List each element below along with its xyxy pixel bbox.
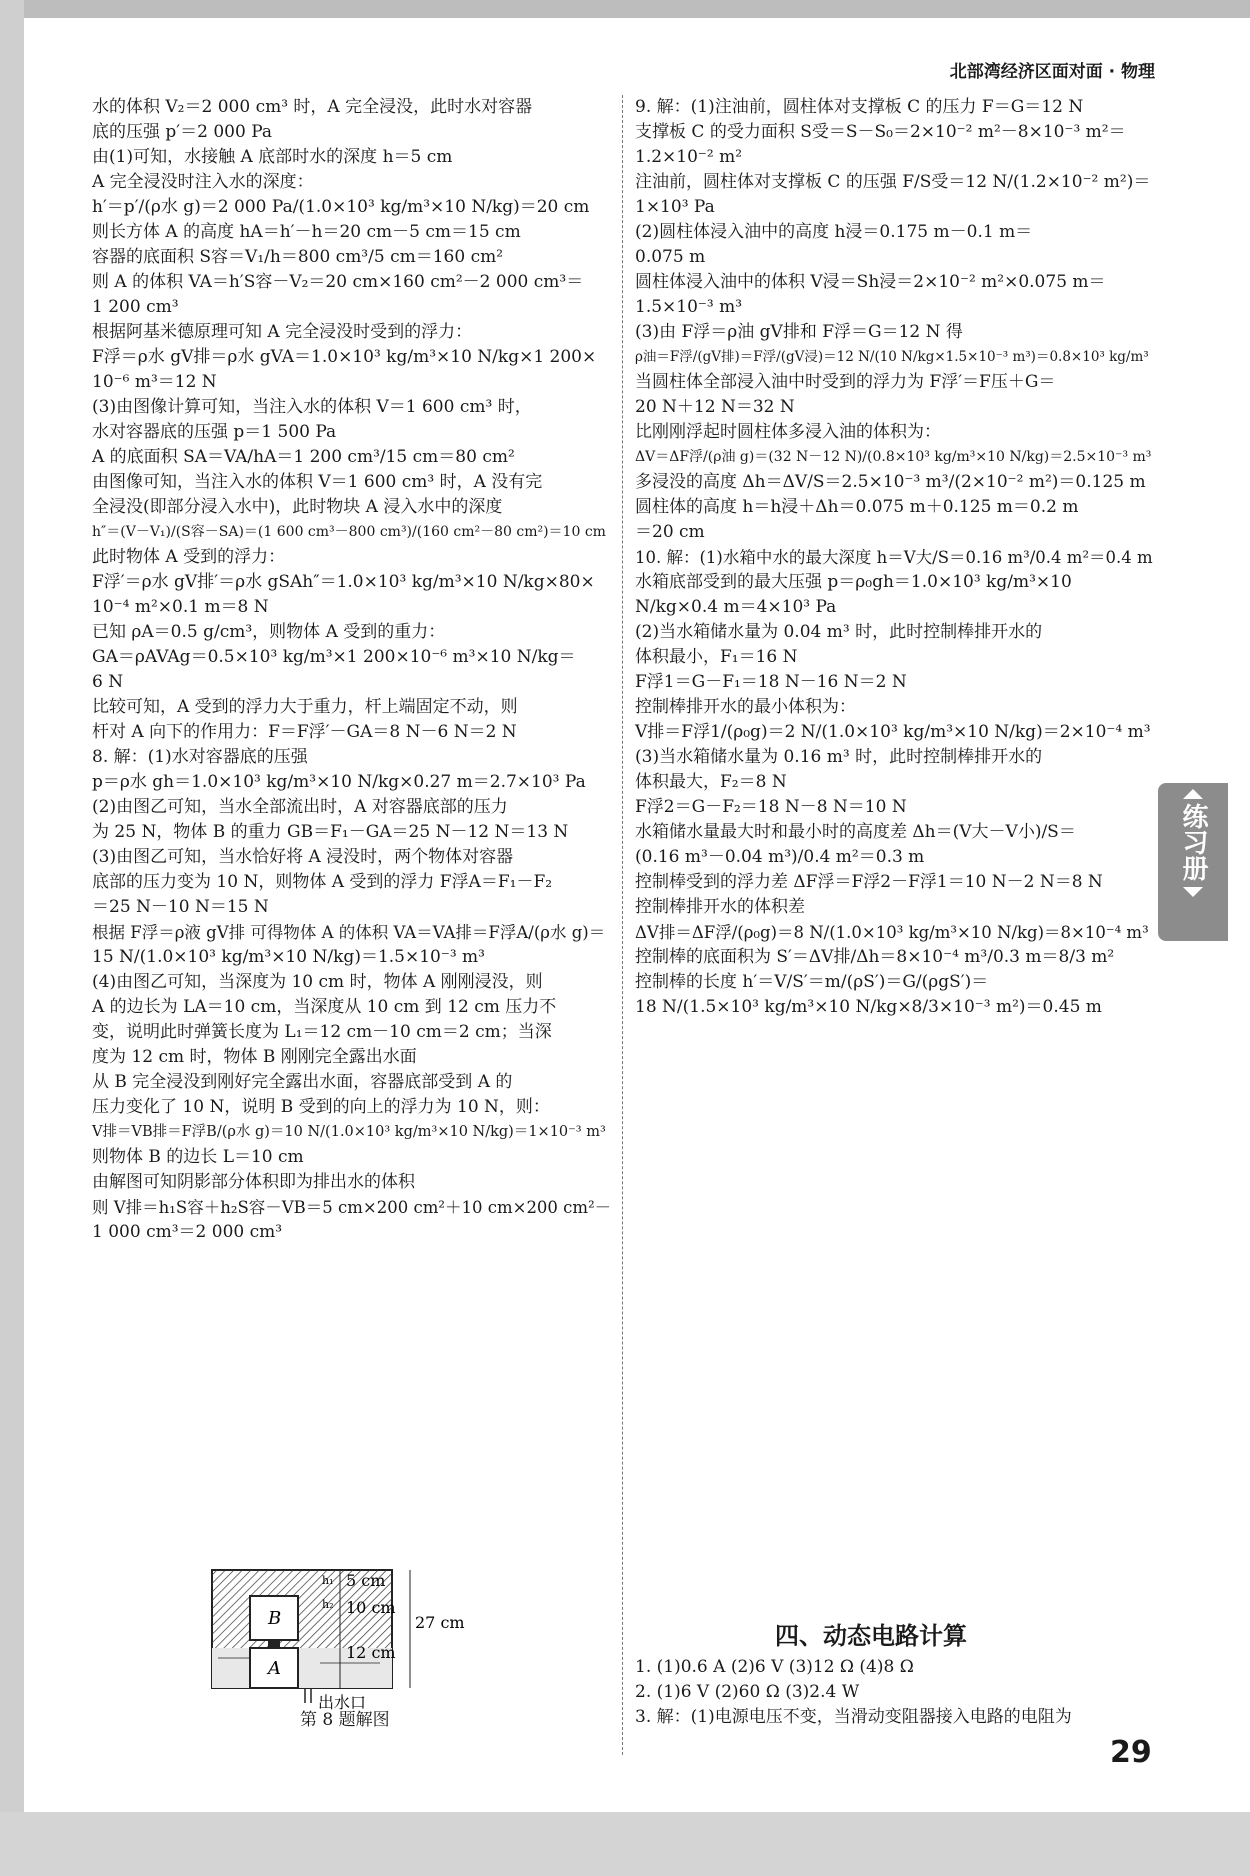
text-line: 0.075 m — [635, 247, 706, 267]
text-line: (2)由图乙可知，当水全部流出时，A 对容器底部的压力 — [92, 797, 508, 817]
text-line: (4)由图乙可知，当深度为 10 cm 时，物体 A 刚刚浸没，则 — [92, 972, 543, 992]
text-line: 8. 解：(1)水对容器底的压强 — [92, 747, 308, 767]
text-line: 圆柱体浸入油中的体积 V浸＝Sh浸＝2×10⁻² m²×0.075 m＝ — [635, 272, 1106, 292]
text-line: 注油前，圆柱体对支撑板 C 的压强 F/S受＝12 N/(1.2×10⁻² m²)＝ — [635, 172, 1151, 192]
text-line: GA＝ρAVAg＝0.5×10³ kg/m³×1 200×10⁻⁶ m³×10 N/kg＝ — [92, 647, 576, 667]
text-line: (3)由图像计算可知，当注入水的体积 V＝1 600 cm³ 时， — [92, 397, 532, 417]
text-line: 比较可知，A 受到的浮力大于重力，杆上端固定不动，则 — [92, 697, 518, 717]
text-line: F浮1＝G－F₁＝18 N－16 N＝2 N — [635, 672, 907, 692]
text-line: 2. (1)6 V (2)60 Ω (3)2.4 W — [635, 1682, 860, 1702]
text-line: p＝ρ水 gh＝1.0×10³ kg/m³×10 N/kg×0.27 m＝2.7×10³ Pa — [92, 772, 586, 792]
text-line: h″＝(V－V₁)/(S容－SA)＝(1 600 cm³－800 cm³)/(160 cm²－80 cm²)＝10 cm — [92, 524, 606, 540]
h1-label: h₁ — [322, 1574, 334, 1587]
text-line: (2)圆柱体浸入油中的高度 h浸＝0.175 m－0.1 m＝ — [635, 222, 1033, 242]
block-b-label: B — [268, 1608, 282, 1629]
text-line: 控制棒排开水的最小体积为： — [635, 697, 856, 717]
text-line: 控制棒排开水的体积差 — [635, 897, 805, 917]
text-line: (0.16 m³－0.04 m³)/0.4 m²＝0.3 m — [635, 847, 925, 867]
text-line: 由图像可知，当注入水的体积 V＝1 600 cm³ 时，A 没有完 — [92, 472, 543, 492]
text-line: 6 N — [92, 672, 124, 692]
outlet-label: 出水口 — [318, 1693, 367, 1712]
text-line: 底部的压力变为 10 N，则物体 A 受到的浮力 F浮A＝F₁－F₂ — [92, 872, 553, 892]
text-line: 体积最大，F₂＝8 N — [635, 772, 787, 792]
text-line: 水箱底部受到的最大压强 p＝ρ₀gh＝1.0×10³ kg/m³×10 — [635, 572, 1072, 592]
answer-list — [635, 1655, 1160, 1730]
left-border — [0, 0, 24, 1876]
h2-label: h₂ — [322, 1598, 334, 1611]
top-border — [0, 0, 1250, 18]
text-line: V排＝VB排＝F浮B/(ρ水 g)＝10 N/(1.0×10³ kg/m³×10 N/kg)＝1×10⁻³ m³ — [92, 1124, 606, 1140]
text-line: N/kg×0.4 m＝4×10³ Pa — [635, 597, 837, 617]
text-line: 多浸没的高度 Δh＝ΔV/S＝2.5×10⁻³ m³/(2×10⁻² m²)＝0.125 m — [635, 472, 1146, 492]
text-line: 18 N/(1.5×10³ kg/m³×10 N/kg×8/3×10⁻³ m²)＝0.45 m — [635, 997, 1102, 1017]
text-line: 则 V排＝h₁S容＋h₂S容－VB＝5 cm×200 cm²＋10 cm×200 cm²－ — [92, 1198, 612, 1217]
figure-caption: 第 8 题解图 — [300, 1710, 390, 1730]
text-line: 则物体 B 的边长 L＝10 cm — [92, 1147, 304, 1167]
text-line: A 的边长为 LA＝10 cm，当深度从 10 cm 到 12 cm 压力不 — [92, 997, 557, 1017]
text-line: 由(1)可知，水接触 A 底部时水的深度 h＝5 cm — [92, 147, 453, 167]
text-line: 杆对 A 向下的作用力：F＝F浮′－GA＝8 N－6 N＝2 N — [92, 722, 517, 742]
text-line: (3)当水箱储水量为 0.16 m³ 时，此时控制棒排开水的 — [635, 747, 1043, 767]
text-line: 3. 解：(1)电源电压不变，当滑动变阻器接入电路的电阻为 — [635, 1707, 1072, 1727]
page-header: 北部湾经济区面对面 · 物理 — [949, 62, 1155, 82]
chevron-down-icon — [1183, 887, 1203, 897]
text-line: (2)当水箱储水量为 0.04 m³ 时，此时控制棒排开水的 — [635, 622, 1043, 642]
text-line: 1.2×10⁻² m² — [635, 147, 743, 167]
text-line: h′＝p′/(ρ水 g)＝2 000 Pa/(1.0×10³ kg/m³×10 N/kg)＝20 cm — [92, 197, 590, 217]
text-line: 由解图可知阴影部分体积即为排出水的体积 — [92, 1172, 415, 1192]
text-line: 10. 解：(1)水箱中水的最大深度 h＝V大/S＝0.16 m³/0.4 m²＝0.4 m — [635, 548, 1153, 567]
text-line: 控制棒的底面积为 S′＝ΔV排/Δh＝8×10⁻⁴ m³/0.3 m＝8/3 m² — [635, 947, 1115, 967]
text-line: 则 A 的体积 VA＝h′S容－V₂＝20 cm×160 cm²－2 000 cm³＝ — [92, 272, 584, 292]
text-line: 控制棒受到的浮力差 ΔF浮＝F浮2－F浮1＝10 N－2 N＝8 N — [635, 872, 1103, 892]
text-line: 10⁻⁶ m³＝12 N — [92, 372, 217, 392]
text-line: 1×10³ Pa — [635, 197, 715, 217]
text-line: 底的压强 p′＝2 000 Pa — [92, 122, 273, 142]
text-line: A 的底面积 SA＝VA/hA＝1 200 cm³/15 cm＝80 cm² — [92, 447, 515, 467]
text-line: 20 N＋12 N＝32 N — [635, 397, 795, 417]
text-line: 1 000 cm³＝2 000 cm³ — [92, 1222, 283, 1242]
text-line: ΔV＝ΔF浮/(ρ油 g)＝(32 N－12 N)/(0.8×10³ kg/m³×10 N/kg)＝2.5×10⁻³ m³ — [635, 449, 1152, 465]
text-line: ＝25 N－10 N＝15 N — [92, 897, 269, 917]
text-line: A 完全浸没时注入水的深度： — [92, 172, 314, 192]
text-line: 根据阿基米德原理可知 A 完全浸没时受到的浮力： — [92, 322, 473, 342]
text-line: 1. (1)0.6 A (2)6 V (3)12 Ω (4)8 Ω — [635, 1657, 914, 1677]
text-line: 根据 F浮＝ρ液 gV排 可得物体 A 的体积 VA＝VA排＝F浮A/(ρ水 g)＝ — [92, 923, 606, 942]
figure-8-diagram — [210, 1568, 470, 1718]
text-line: 从 B 完全浸没到刚好完全露出水面，容器底部受到 A 的 — [92, 1072, 513, 1092]
text-line: 则长方体 A 的高度 hA＝h′－h＝20 cm－5 cm＝15 cm — [92, 222, 521, 242]
text-line: 体积最小，F₁＝16 N — [635, 647, 798, 667]
text-line: F浮＝ρ水 gV排＝ρ水 gVA＝1.0×10³ kg/m³×10 N/kg×1 200× — [92, 347, 597, 367]
dim-5cm: 5 cm — [346, 1571, 386, 1590]
text-line: 10⁻⁴ m²×0.1 m＝8 N — [92, 597, 269, 617]
text-line: 度为 12 cm 时，物体 B 刚刚完全露出水面 — [92, 1047, 417, 1067]
text-line: 当圆柱体全部浸入油中时受到的浮力为 F浮′＝F压＋G＝ — [635, 372, 1056, 392]
text-line: 控制棒的长度 h′＝V/S′＝m/(ρS′)＝G/(ρgS′)＝ — [635, 972, 989, 992]
chevron-up-icon — [1183, 789, 1203, 799]
text-line: F浮′＝ρ水 gV排′＝ρ水 gSAh″＝1.0×10³ kg/m³×10 N/kg×80× — [92, 572, 595, 592]
text-line: ΔV排＝ΔF浮/(ρ₀g)＝8 N/(1.0×10³ kg/m³×10 N/kg)＝8×10⁻⁴ m³ — [635, 923, 1149, 942]
text-line: 为 25 N，物体 B 的重力 GB＝F₁－GA＝25 N－12 N＝13 N — [92, 822, 569, 842]
dim-27cm: 27 cm — [415, 1613, 465, 1632]
text-line: 水的体积 V₂＝2 000 cm³ 时，A 完全浸没，此时水对容器 — [92, 97, 533, 117]
text-line: 9. 解：(1)注油前，圆柱体对支撑板 C 的压力 F＝G＝12 N — [635, 97, 1084, 117]
text-line: 1 200 cm³ — [92, 297, 179, 317]
text-line: 15 N/(1.0×10³ kg/m³×10 N/kg)＝1.5×10⁻³ m³ — [92, 947, 485, 967]
page-number: 29 — [1110, 1735, 1152, 1770]
practice-book-tab[interactable] — [1158, 783, 1228, 941]
text-line: ＝20 cm — [635, 522, 705, 542]
text-line: 已知 ρA＝0.5 g/cm³，则物体 A 受到的重力： — [92, 622, 446, 642]
text-line: V排＝F浮1/(ρ₀g)＝2 N/(1.0×10³ kg/m³×10 N/kg)＝2×10⁻⁴ m³ — [635, 722, 1151, 742]
text-line: 变，说明此时弹簧长度为 L₁＝12 cm－10 cm＝2 cm；当深 — [92, 1022, 552, 1042]
text-line: 水箱储水量最大时和最小时的高度差 Δh＝(V大－V小)/S＝ — [635, 822, 1076, 842]
text-line: 比刚刚浮起时圆柱体多浸入油的体积为： — [635, 422, 941, 442]
text-line: 水对容器底的压强 p＝1 500 Pa — [92, 422, 337, 442]
text-line: ρ油＝F浮/(gV排)＝F浮/(gV浸)＝12 N/(10 N/kg×1.5×10⁻³ m³)＝0.8×10³ kg/m³ — [635, 349, 1149, 365]
text-line: (3)由图乙可知，当水恰好将 A 浸没时，两个物体对容器 — [92, 847, 514, 867]
dim-12cm: 12 cm — [346, 1643, 396, 1662]
column-divider — [622, 95, 623, 1755]
text-line: 支撑板 C 的受力面积 S受＝S－S₀＝2×10⁻² m²－8×10⁻³ m²＝ — [635, 122, 1126, 142]
dim-10cm: 10 cm — [346, 1598, 396, 1617]
text-line: 全浸没(即部分浸入水中)，此时物块 A 浸入水中的深度 — [92, 497, 503, 517]
text-line: (3)由 F浮＝ρ油 gV排和 F浮＝G＝12 N 得 — [635, 322, 963, 342]
right-column — [635, 95, 1160, 1020]
text-line: F浮2＝G－F₂＝18 N－8 N＝10 N — [635, 797, 907, 817]
text-line: 容器的底面积 S容＝V₁/h＝800 cm³/5 cm＝160 cm² — [92, 247, 504, 267]
tab-label: 练习册 — [1178, 803, 1208, 881]
left-column — [92, 95, 612, 1245]
block-a-label: A — [268, 1658, 281, 1679]
text-line: 1.5×10⁻³ m³ — [635, 297, 743, 317]
section-title: 四、动态电路计算 — [775, 1622, 967, 1650]
text-line: 压力变化了 10 N，说明 B 受到的向上的浮力为 10 N，则： — [92, 1097, 550, 1117]
text-line: 圆柱体的高度 h＝h浸＋Δh＝0.075 m＋0.125 m＝0.2 m — [635, 497, 1079, 517]
bottom-border — [0, 1812, 1250, 1876]
spring — [268, 1640, 280, 1648]
text-line: 此时物体 A 受到的浮力： — [92, 547, 286, 567]
